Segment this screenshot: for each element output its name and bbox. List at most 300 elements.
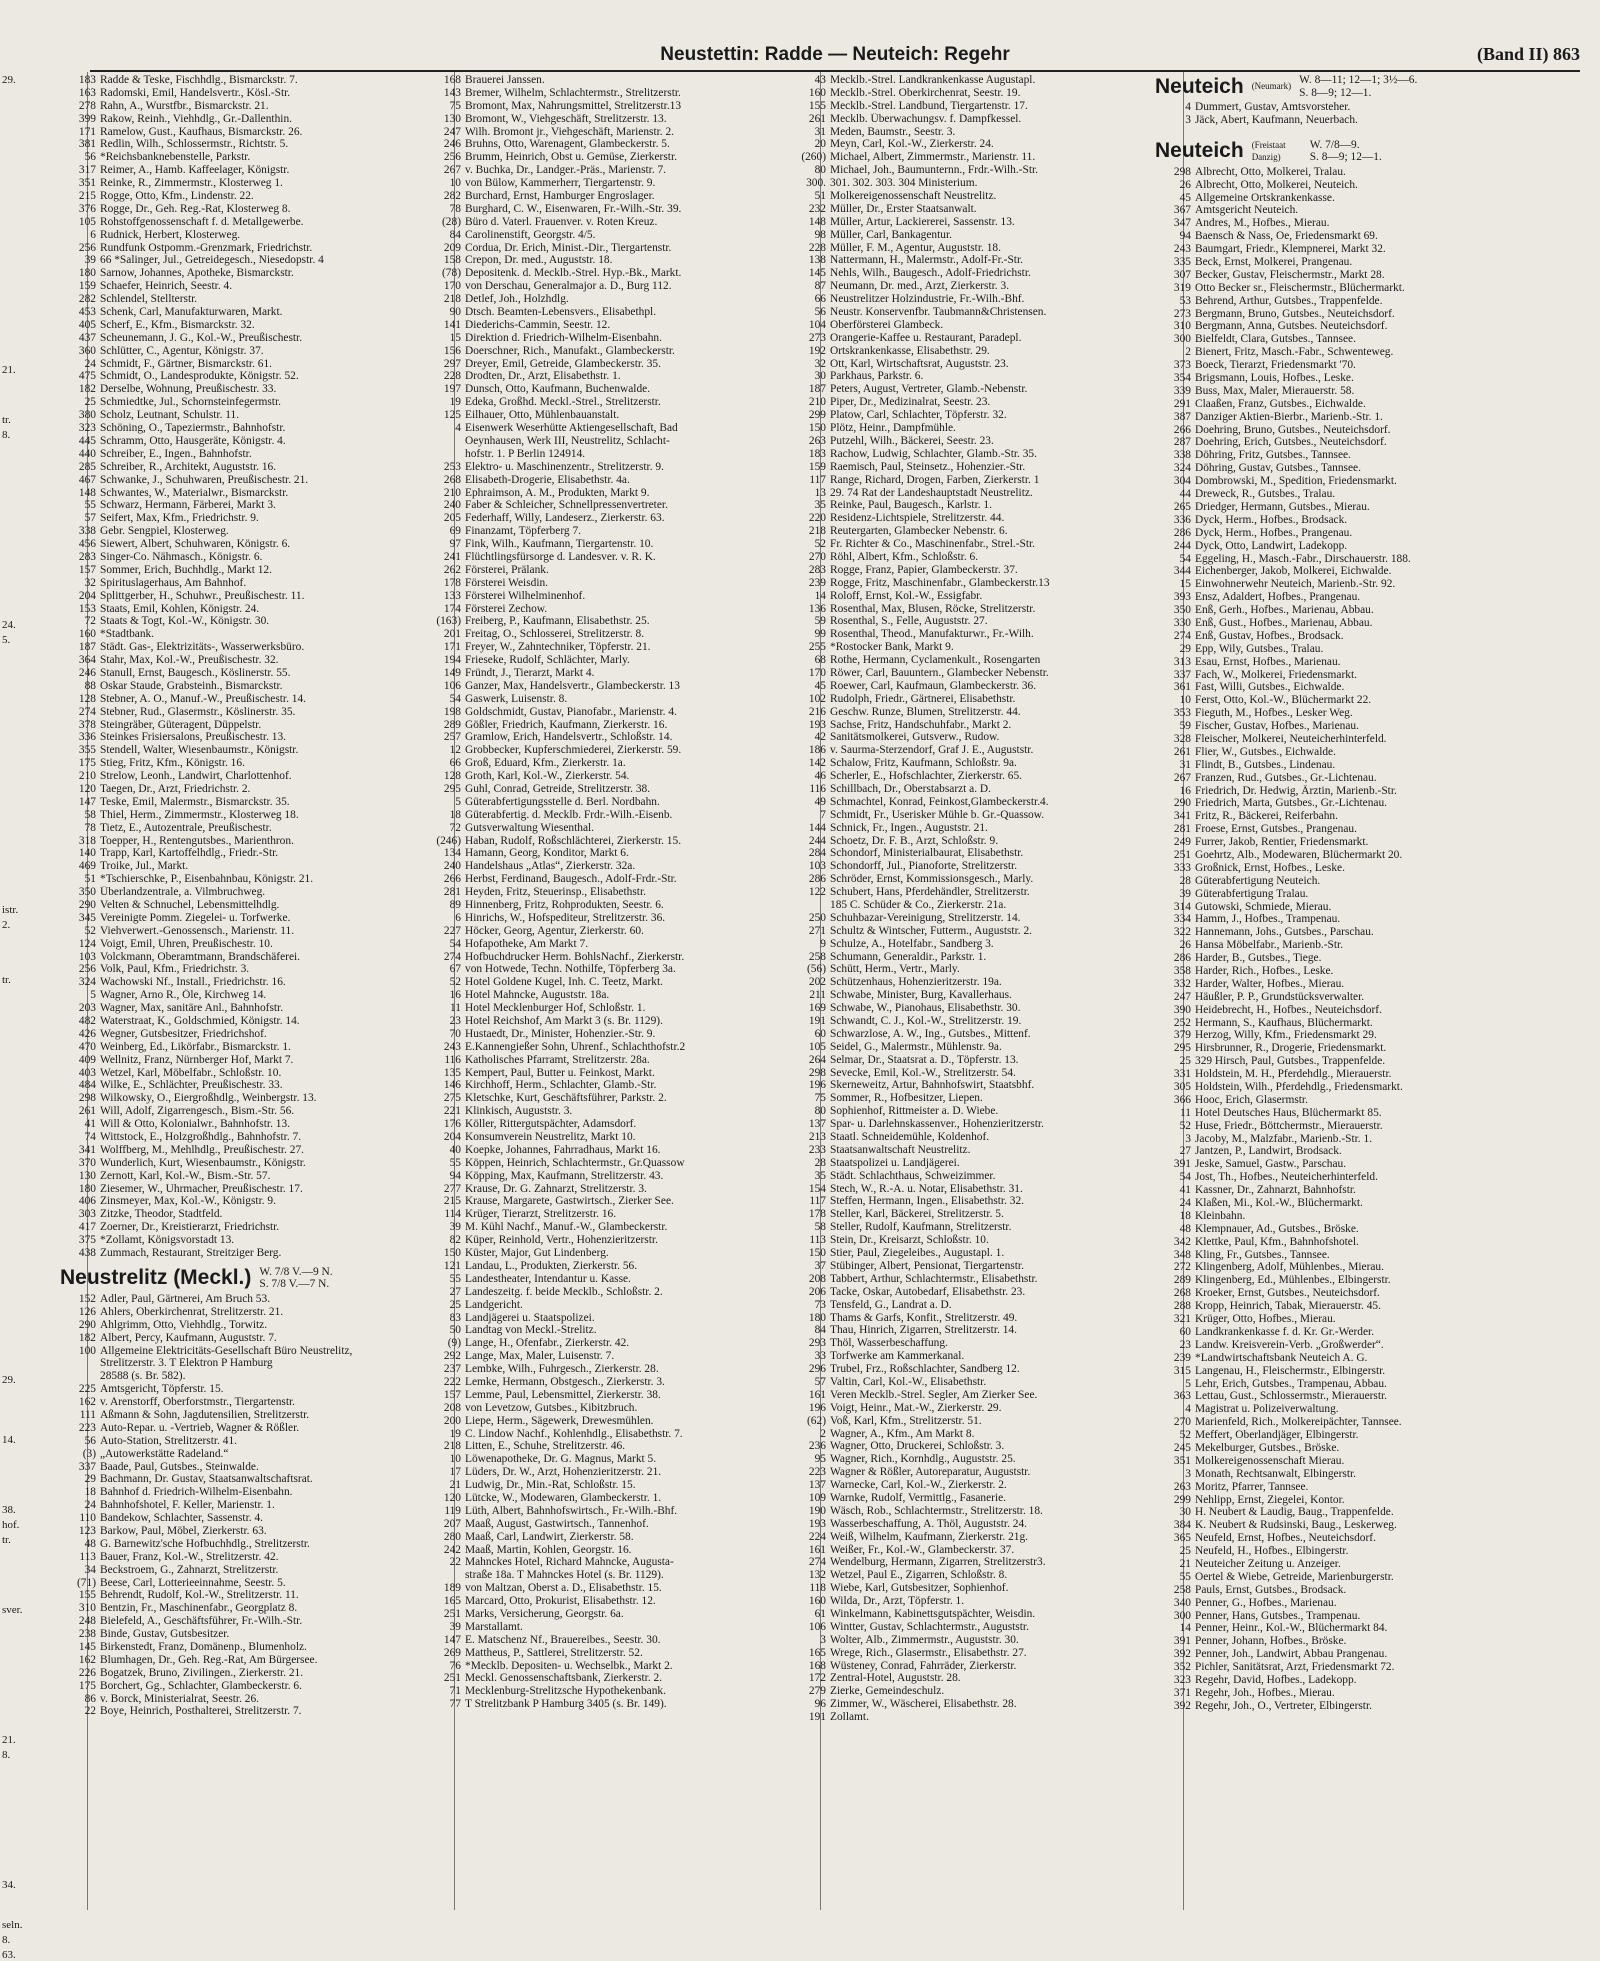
entry-text: Schöning, O., Tapeziermstr., Bahnhofstr. <box>100 422 286 435</box>
entry-text: Beckstroem, G., Zahnarzt, Strelitzerstr. <box>100 1563 279 1576</box>
phone-number: 52 <box>1179 1119 1191 1132</box>
phone-number: (9) <box>447 1337 461 1350</box>
entry-text: Veren Mecklb.-Strel. Segler, Am Zierker See. <box>830 1388 1038 1401</box>
phone-number: 74 <box>84 1131 96 1144</box>
directory-entry <box>425 358 819 371</box>
phone-number: 143 <box>443 86 461 99</box>
directory-entry <box>1155 1133 1595 1146</box>
phone-number: 348 <box>1173 1248 1191 1261</box>
phone-number: 80 <box>814 164 826 177</box>
directory-entry <box>790 796 1182 809</box>
entry-text: Winkelmann, Kabinettsgutspächter, Weisdin. <box>830 1607 1036 1620</box>
directory-entry <box>60 370 452 383</box>
entry-text: Güterabfertigungsstelle d. Berl. Nordbahn. <box>465 795 660 808</box>
entry-text: Boeck, Tierarzt, Friedensmarkt '70. <box>1195 359 1356 372</box>
directory-entry <box>425 886 819 899</box>
phone-number: 95 <box>814 1453 826 1466</box>
entry-text: Zentral-Hotel, Auguststr. 28. <box>830 1672 961 1685</box>
entry-text: Lüth, Albert, Bahnhofswirtsch., Fr.-Wilh.-Bhf. <box>465 1504 678 1517</box>
entry-text: Will, Adolf, Zigarrengesch., Bism.-Str. 56. <box>100 1105 295 1118</box>
phone-number: 157 <box>78 563 96 576</box>
entry-text: Lange, Max, Maler, Luisenstr. 7. <box>465 1350 615 1363</box>
directory-entry <box>790 1660 1182 1673</box>
directory-entry <box>425 989 819 1002</box>
phone-number: 299 <box>808 409 826 422</box>
entry-text: Doehring, Bruno, Gutsbes., Neuteichsdorf. <box>1195 423 1391 436</box>
phone-number: 50 <box>449 1324 461 1337</box>
phone-number: 338 <box>78 525 96 538</box>
directory-entry <box>425 925 819 938</box>
phone-number: 324 <box>78 976 96 989</box>
directory-entry <box>1155 1313 1595 1326</box>
entry-text: Weiß, Wilhelm, Kaufmann, Zierkerstr. 21g. <box>830 1530 1029 1543</box>
entry-text: Huse, Friedr., Böttchermstr., Mierauerstr. <box>1195 1119 1383 1132</box>
phone-number: 31 <box>1179 758 1191 771</box>
directory-entry <box>425 551 819 564</box>
directory-entry <box>425 113 819 126</box>
entry-text: Schlendel, Stellterstr. <box>100 293 198 306</box>
phone-number: 206 <box>808 1285 826 1298</box>
entry-text: Landkrankenkasse f. d. Kr. Gr.-Werder. <box>1195 1325 1375 1338</box>
entry-text: Oeynhausen, Werk III, Neustrelitz, Schlacht- <box>465 434 670 447</box>
entry-text: Staats & Togt, Kol.-W., Königstr. 30. <box>100 615 270 628</box>
phone-number: 367 <box>1173 204 1191 217</box>
directory-entry <box>425 126 819 139</box>
phone-number: 27 <box>1179 1145 1191 1158</box>
entry-text: Rohstoffgenossenschaft f. d. Metallgewerbe. <box>100 215 304 228</box>
entry-text: Wachowski Nf., Install., Friedrichstr. 16. <box>100 976 286 989</box>
directory-entry <box>790 126 1182 139</box>
directory-entry <box>790 1144 1182 1157</box>
directory-entry <box>425 512 819 525</box>
directory-entry <box>790 538 1182 551</box>
directory-entry <box>1155 1017 1595 1030</box>
phone-number: 103 <box>808 860 826 873</box>
phone-number: 118 <box>809 1582 826 1595</box>
directory-entry <box>60 1564 452 1577</box>
directory-entry <box>425 654 819 667</box>
directory-entry <box>1155 939 1595 952</box>
directory-entry <box>1155 862 1595 875</box>
entry-text: Harder, B., Gutsbes., Tiege. <box>1195 952 1322 965</box>
directory-entry <box>425 1260 819 1273</box>
directory-entry <box>790 1685 1182 1698</box>
entry-text: Wagner, A., Kfm., Am Markt 8. <box>830 1427 975 1440</box>
directory-entry <box>60 860 452 873</box>
directory-entry <box>1155 166 1595 179</box>
phone-number: 341 <box>78 1143 96 1156</box>
directory-entry <box>60 628 452 641</box>
directory-entry <box>60 1396 452 1409</box>
entry-text: Raemisch, Paul, Steinsetz., Hohenzier.-Str. <box>830 460 1026 473</box>
directory-entry <box>425 216 819 229</box>
phone-number: 313 <box>1173 655 1191 668</box>
directory-entry <box>1155 1378 1595 1391</box>
directory-entry <box>60 1383 452 1396</box>
directory-entry <box>790 370 1182 383</box>
phone-number: 94 <box>449 1169 461 1182</box>
directory-entry <box>60 719 452 732</box>
entry-text: Wolter, Alb., Zimmermstr., Auguststr. 30. <box>830 1633 1019 1646</box>
entry-text: Zimmer, W., Wäscherei, Elisabethstr. 28. <box>830 1698 1017 1711</box>
directory-entry <box>1155 179 1595 192</box>
entry-text: *Zollamt, Königsvorstadt 13. <box>100 1234 235 1247</box>
directory-entry <box>60 1183 452 1196</box>
directory-entry <box>790 1672 1182 1685</box>
entry-text: Kirchhoff, Herm., Schlachter, Glamb.-Str. <box>465 1079 657 1092</box>
entry-text: Hotel Mecklenburger Hof, Schloßstr. 1. <box>465 1002 646 1015</box>
directory-entry <box>425 1247 819 1260</box>
phone-number: 161 <box>808 1388 826 1401</box>
entry-text: Radde & Teske, Fischhdlg., Bismarckstr. 7. <box>100 74 298 86</box>
phone-number: 251 <box>1173 848 1191 861</box>
directory-entry <box>790 1312 1182 1325</box>
phone-number: 406 <box>78 1195 96 1208</box>
directory-entry <box>60 809 452 822</box>
phone-number: 4 <box>1185 101 1191 113</box>
entry-text: Wasserbeschaffung, A. Thöl, Auguststr. 24. <box>830 1517 1028 1530</box>
margin-fragment: tr. <box>2 974 11 986</box>
phone-number: 194 <box>443 654 461 667</box>
entry-text: Mekelburger, Gutsbes., Bröske. <box>1195 1441 1340 1454</box>
phone-number: 204 <box>443 1131 461 1144</box>
phone-number: 323 <box>1173 1673 1191 1686</box>
phone-number: 288 <box>1173 1300 1191 1313</box>
entry-text: Weinberg, Ed., Likörfabr., Bismarckstr. 1. <box>100 1040 291 1053</box>
directory-entry <box>425 706 819 719</box>
directory-entry <box>790 499 1182 512</box>
phone-number: 187 <box>808 383 826 396</box>
directory-entry <box>790 603 1182 616</box>
entry-text: Cordua, Dr. Erich, Minist.-Dir., Tiergartenstr. <box>465 241 672 254</box>
directory-entry <box>60 1602 452 1615</box>
phone-number: 305 <box>1173 1081 1191 1094</box>
entry-text: Bielfeldt, Clara, Gutsbes., Tannsee. <box>1195 333 1356 346</box>
entry-text: Oskar Staude, Grabsteinh., Bismarckstr. <box>100 679 283 692</box>
entry-text: v. Buchka, Dr., Landger.-Präs., Marienstr. 7. <box>465 164 667 177</box>
entry-text: Eisenwerk Weserhütte Aktiengesellschaft, Bad <box>465 422 678 435</box>
phone-number: 300. <box>806 177 826 190</box>
phone-number: 324 <box>1173 462 1191 475</box>
phone-number: 328 <box>1173 732 1191 745</box>
section-heading-neuteich-danzig: Neuteich (Freistaat Danzig) W. 7/8—9. S. 8—9; 12—1. <box>1155 138 1382 164</box>
directory-entry <box>790 1299 1182 1312</box>
directory-entry <box>790 332 1182 345</box>
phone-number: 7 <box>820 808 826 821</box>
phone-number: 61 <box>814 1607 826 1620</box>
directory-entry <box>425 383 819 396</box>
directory-entry <box>60 912 452 925</box>
directory-entry <box>60 409 452 422</box>
phone-number: 233 <box>808 1143 826 1156</box>
directory-entry <box>425 1376 819 1389</box>
phone-number: 3 <box>1185 1132 1191 1145</box>
entry-text: Binde, Gustav, Gutsbesitzer. <box>100 1628 230 1641</box>
entry-text: Schwandt, C. J., Kol.-W., Strelitzerstr. 19. <box>830 1015 1022 1028</box>
phone-number: 437 <box>78 331 96 344</box>
directory-entry <box>790 1273 1182 1286</box>
directory-entry <box>60 435 452 448</box>
directory-entry <box>790 74 1182 87</box>
directory-entry <box>425 1595 819 1608</box>
phone-number: 218 <box>808 525 826 538</box>
phone-number: 14 <box>1179 1622 1191 1635</box>
phone-number: 236 <box>808 1440 826 1453</box>
directory-entry <box>1155 1674 1595 1687</box>
phone-number: 284 <box>808 847 826 860</box>
entry-text: Boye, Heinrich, Posthalterei, Strelitzerstr. 7. <box>100 1705 302 1718</box>
phone-number: 384 <box>1173 1519 1191 1532</box>
phone-number: 56 <box>84 151 96 164</box>
phone-number: 378 <box>78 718 96 731</box>
directory-entry <box>60 770 452 783</box>
entry-text: Ahlgrimm, Otto, Viehhdlg., Torwitz. <box>100 1318 268 1331</box>
phone-number: 253 <box>443 460 461 473</box>
phone-number: 119 <box>444 1504 461 1517</box>
entry-text: Voß, Karl, Kfm., Strelitzerstr. 51. <box>830 1414 982 1427</box>
entry-text: Kempert, Paul, Butter u. Feinkost, Markt. <box>465 1066 655 1079</box>
phone-number: 303 <box>78 1208 96 1221</box>
phone-number: 32 <box>84 576 96 589</box>
entry-text: Zinsmeyer, Max, Kol.-W., Königstr. 9. <box>100 1195 276 1208</box>
entry-text: Wunderlich, Kurt, Wiesenbaumstr., Königstr. <box>100 1156 306 1169</box>
directory-entry <box>790 242 1182 255</box>
entry-text: Gutsverwaltung Wiesenthal. <box>465 821 595 834</box>
entry-text: Klinkisch, Auguststr. 3. <box>465 1105 573 1118</box>
entry-text: Ganzer, Max, Handelsvertr., Glambeckerstr. 13 <box>465 679 680 692</box>
phone-number: 130 <box>78 1169 96 1182</box>
directory-entry <box>60 1131 452 1144</box>
entry-text: Taegen, Dr., Arzt, Friedrichstr. 2. <box>100 782 251 795</box>
phone-number: (28) <box>442 215 461 228</box>
entry-text: Zernott, Karl, Kol.-W., Bism.-Str. 57. <box>100 1169 271 1182</box>
entry-text: Handelshaus „Atlas“, Zierkerstr. 32a. <box>465 860 636 873</box>
directory-entry <box>790 1608 1182 1621</box>
directory-entry <box>60 693 452 706</box>
phone-number <box>790 899 830 912</box>
entry-text: Frieseke, Rudolf, Schlächter, Marly. <box>465 654 630 667</box>
phone-number: 148 <box>808 215 826 228</box>
phone-number: 57 <box>814 1375 826 1388</box>
entry-text: Schondorff, Jul., Pianoforte, Strelitzerstr. <box>830 860 1018 873</box>
phone-number: 83 <box>449 1311 461 1324</box>
phone-number: (163) <box>436 615 461 628</box>
entry-text: Herbst, Ferdinand, Baugesch., Adolf-Frdr.-Str. <box>465 873 677 886</box>
directory-entry <box>1155 707 1595 720</box>
phone-number: 138 <box>808 254 826 267</box>
phone-number: 453 <box>78 306 96 319</box>
directory-entry <box>790 409 1182 422</box>
phone-number: 215 <box>78 190 96 203</box>
entry-text: Neufeld, H., Hofbes., Elbingerstr. <box>1195 1545 1349 1558</box>
entry-text: von Maltzan, Oberst a. D., Elisabethstr. 15. <box>465 1582 662 1595</box>
phone-number: 246 <box>78 666 96 679</box>
entry-text: Försterei, Prälank. <box>465 563 549 576</box>
directory-entry <box>60 1357 452 1370</box>
phone-number: 182 <box>78 383 96 396</box>
phone-number: 283 <box>78 550 96 563</box>
phone-number: 307 <box>1173 268 1191 281</box>
entry-text: Derselbe, Wohnung, Preußischestr. 33. <box>100 383 277 396</box>
phone-number: 77 <box>449 1698 461 1711</box>
entry-text: Dunsch, Otto, Kaufmann, Buchenwalde. <box>465 383 651 396</box>
entry-text: Jost, Th., Hofbes., Neuteicherhinterfeld. <box>1195 1171 1378 1184</box>
margin-fragment: 29. <box>2 74 16 86</box>
phone-number: 373 <box>1173 359 1191 372</box>
directory-entry <box>1155 849 1595 862</box>
entry-text: Lemme, Paul, Lebensmittel, Zierkerstr. 38. <box>465 1388 661 1401</box>
directory-entry <box>60 126 452 139</box>
directory-entry <box>60 474 452 487</box>
directory-entry <box>1155 1610 1595 1623</box>
entry-text: Stieg, Fritz, Kfm., Königstr. 16. <box>100 757 245 770</box>
directory-entry <box>1155 1545 1595 1558</box>
phone-number: 274 <box>808 1556 826 1569</box>
directory-entry <box>425 1286 819 1299</box>
phone-number: 271 <box>808 924 826 937</box>
directory-entry <box>1155 578 1595 591</box>
phone-number: 336 <box>1173 513 1191 526</box>
directory-entry <box>790 628 1182 641</box>
phone-number: 363 <box>1173 1390 1191 1403</box>
phone-number: 72 <box>84 615 96 628</box>
phone-number: 248 <box>78 1615 96 1628</box>
phone-number: 165 <box>808 1646 826 1659</box>
entry-text: Froese, Ernst, Gutsbes., Prangenau. <box>1195 823 1357 836</box>
margin-fragment: tr. <box>2 414 11 426</box>
directory-entry <box>790 190 1182 203</box>
entry-text: Großnick, Ernst, Hofbes., Leske. <box>1195 861 1345 874</box>
entry-text: Waterstraat, K., Goldschmied, Königstr. 14. <box>100 1015 300 1028</box>
directory-entry <box>790 396 1182 409</box>
entry-text: Seidel, G., Malermstr., Mühlenstr. 9a. <box>830 1040 1002 1053</box>
directory-entry <box>1155 1081 1595 1094</box>
directory-entry <box>790 151 1182 164</box>
directory-entry <box>1155 1197 1595 1210</box>
entry-text: Selmar, Dr., Staatsrat a. D., Töpferstr. 13. <box>830 1053 1019 1066</box>
phone-number: 172 <box>808 1672 826 1685</box>
entry-text: Wetzel, Karl, Möbelfabr., Schloßstr. 10. <box>100 1066 282 1079</box>
entry-text: Schwabe, W., Pianohaus, Elisabethstr. 30. <box>830 1002 1021 1015</box>
phone-number: 160 <box>78 628 96 641</box>
entry-text: Dyck, Herm., Hofbes., Brodsack. <box>1195 513 1348 526</box>
directory-entry <box>60 925 452 938</box>
phone-number: 114 <box>444 1208 461 1221</box>
entry-text: Ziesemer, W., Uhrmacher, Preußischestr. 17. <box>100 1182 303 1195</box>
directory-entry <box>790 1698 1182 1711</box>
entry-text: Ensz, Adaldert, Hofbes., Prangenau. <box>1195 591 1361 604</box>
entry-text: G. Barnewitz'sche Hofbuchhdlg., Strelitzerstr. <box>100 1537 310 1550</box>
directory-entry <box>60 1345 452 1358</box>
phone-number: 10 <box>449 177 461 190</box>
phone-number: 26 <box>1179 178 1191 191</box>
entry-text: Wintter, Gustav, Schlachtermstr., Auguststr. <box>830 1620 1029 1633</box>
phone-number: 205 <box>443 512 461 525</box>
entry-text: Rudolph, Friedr., Gärtnerei, Elisabethstr. <box>830 692 1016 705</box>
phone-number: 277 <box>443 1182 461 1195</box>
entry-text: Fink, Wilh., Kaufmann, Tiergartenstr. 10. <box>465 538 654 551</box>
phone-number: 290 <box>78 1318 96 1331</box>
directory-entry <box>425 1505 819 1518</box>
phone-number: 52 <box>1179 1429 1191 1442</box>
phone-number: 30 <box>1179 1506 1191 1519</box>
phone-number: 300 <box>1173 333 1191 346</box>
phone-number: 267 <box>443 164 461 177</box>
directory-entry <box>60 1628 452 1641</box>
directory-entry <box>790 229 1182 242</box>
entry-text: Epp, Wily, Gutsbes., Tralau. <box>1195 642 1324 655</box>
phone-number: 39 <box>449 1620 461 1633</box>
phone-number: 84 <box>449 228 461 241</box>
entry-text: Mecklb.-Strel. Landkrankenkasse Augustapl. <box>830 74 1036 86</box>
directory-entry <box>60 1002 452 1015</box>
directory-entry <box>60 1306 452 1319</box>
entry-text: Borchert, Gg., Schlachter, Glambeckerstr. 6. <box>100 1679 302 1692</box>
entry-text: Landeszeitg. f. beide Mecklb., Schloßstr. 2. <box>465 1285 663 1298</box>
directory-entry <box>60 757 452 770</box>
directory-entry <box>790 641 1182 654</box>
phone-number: 281 <box>1173 823 1191 836</box>
directory-entry <box>790 1621 1182 1634</box>
entry-text: Landestheater, Intendantur u. Kasse. <box>465 1272 631 1285</box>
entry-text: Landau, L., Produkten, Zierkerstr. 56. <box>465 1259 638 1272</box>
phone-number: 351 <box>1173 1454 1191 1467</box>
phone-number: 140 <box>78 847 96 860</box>
entry-text: Ortskrankenkasse, Elisabethstr. 29. <box>830 344 990 357</box>
phone-number: 300 <box>1173 1609 1191 1622</box>
entry-text: Aßmann & Sohn, Jagdutensilien, Strelitzerstr. <box>100 1408 310 1421</box>
phone-number: 22 <box>84 1705 96 1718</box>
entry-text: Pichler, Sanitätsrat, Arzt, Friedensmarkt 72. <box>1195 1661 1395 1674</box>
entry-text: Burchard, Ernst, Hamburger Engroslager. <box>465 190 655 203</box>
entry-text: Ferst, Otto, Kol.-W., Blüchermarkt 22. <box>1195 694 1372 707</box>
entry-text: Steingräber, Güteragent, Düppelstr. <box>100 718 262 731</box>
phone-number: 34 <box>84 1563 96 1576</box>
directory-entry <box>1155 991 1595 1004</box>
directory-entry <box>790 847 1182 860</box>
phone-number: 45 <box>814 679 826 692</box>
phone-number: 240 <box>443 499 461 512</box>
entry-text: von Hotwede, Techn. Nothilfe, Töpferberg 3a. <box>465 963 676 976</box>
phone-number: 392 <box>1173 1648 1191 1661</box>
phone-number: 261 <box>78 1105 96 1118</box>
phone-number: 84 <box>814 1324 826 1337</box>
phone-number: 289 <box>443 718 461 731</box>
phone-number: 51 <box>84 873 96 886</box>
entry-text: Grobbecker, Kupferschmiederei, Zierkerstr. 59. <box>465 744 682 757</box>
entry-text: Müller, F. M., Agentur, Auguststr. 18. <box>830 241 1001 254</box>
phone-number: 331 <box>1173 1068 1191 1081</box>
directory-entry <box>425 422 819 435</box>
directory-entry <box>425 1092 819 1105</box>
entry-text: Troike, Jul., Markt. <box>100 860 189 873</box>
directory-entry <box>60 615 452 628</box>
entry-text: Groth, Karl, Kol.-W., Zierkerstr. 54. <box>465 770 630 783</box>
phone-number: 106 <box>443 679 461 692</box>
phone-number: 180 <box>808 1311 826 1324</box>
phone-number: 125 <box>443 409 461 422</box>
directory-entry <box>790 138 1182 151</box>
entry-text: Wäsch, Rob., Schlachtermstr., Strelitzerstr. 18. <box>830 1504 1043 1517</box>
entry-text: Städt. Schlachthaus, Schweizimmer. <box>830 1169 996 1182</box>
phone-number: (78) <box>442 267 461 280</box>
directory-entry <box>425 1492 819 1505</box>
entry-text: Fach, W., Molkerei, Friedensmarkt. <box>1195 668 1357 681</box>
directory-entry <box>790 358 1182 371</box>
entry-text: 301. 302. 303. 304 Ministerium. <box>830 177 978 190</box>
entry-text: Burghard, C. W., Eisenwaren, Fr.-Wilh.-Str. 39. <box>465 202 682 215</box>
entry-text: Stier, Paul, Ziegeleibes., Augustapl. 1. <box>830 1247 1005 1260</box>
